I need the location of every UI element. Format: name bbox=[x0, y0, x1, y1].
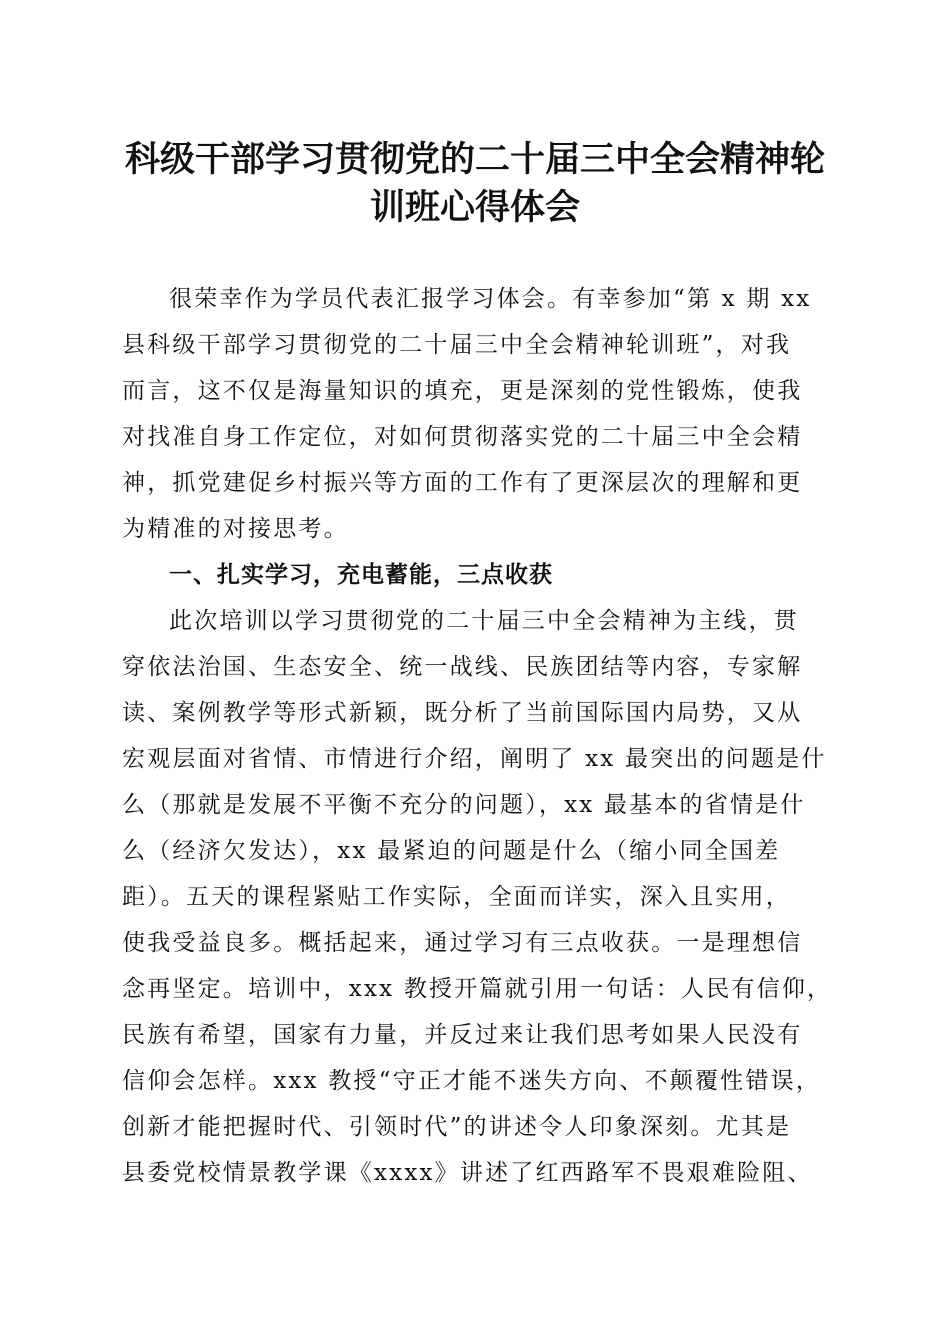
title-line: 训班心得体会 bbox=[369, 187, 580, 228]
text-line: 距）。五天的课程紧贴工作实际，全面而详实，深入且实用， bbox=[122, 884, 791, 910]
paragraph-section-1 bbox=[122, 598, 832, 1196]
text-line: 而言，这不仅是海量知识的填充，更是深刻的党性锻炼，使我 bbox=[122, 378, 803, 404]
text-line: 对找准自身工作定位，对如何贯彻落实党的二十届三中全会精 bbox=[122, 424, 803, 450]
text-line: 么（经济欠发达），xx 最紧迫的问题是什么（缩小同全国差 bbox=[122, 838, 781, 864]
text-line: 为精准的对接思考。 bbox=[122, 516, 349, 542]
text-line: 穿依法治国、生态安全、统一战线、民族团结等内容，专家解 bbox=[122, 654, 803, 680]
title-line: 科级干部学习贯彻党的二十届三中全会精神轮 bbox=[124, 139, 825, 180]
text-line: 县科级干部学习贯彻党的二十届三中全会精神轮训班”，对我 bbox=[122, 332, 792, 358]
text-line: 民族有希望，国家有力量，并反过来让我们思考如果人民没有 bbox=[122, 1022, 803, 1048]
document-body bbox=[122, 276, 832, 1196]
text-line: 此次培训以学习贯彻党的二十届三中全会精神为主线，贯 bbox=[169, 608, 799, 634]
text-line: 宏观层面对省情、市情进行介绍，阐明了 xx 最突出的问题是什 bbox=[122, 746, 827, 772]
text-line: 县委党校情景教学课《xxxx》讲述了红西路军不畏艰难险阻、 bbox=[122, 1160, 813, 1186]
paragraph-intro bbox=[122, 276, 832, 552]
text-line: 信仰会怎样。xxx 教授“守正才能不迷失方向、不颠覆性错误， bbox=[122, 1068, 821, 1094]
text-line: 神，抓党建促乡村振兴等方面的工作有了更深层次的理解和更 bbox=[122, 470, 803, 496]
text-line: 念再坚定。培训中，xxx 教授开篇就引用一句话：人民有信仰， bbox=[122, 976, 833, 1002]
text-line: 么（那就是发展不平衡不充分的问题），xx 最基本的省情是什 bbox=[122, 792, 806, 818]
section-heading: 一、扎实学习，充电蓄能，三点收获 bbox=[169, 562, 553, 588]
text-line: 创新才能把握时代、引领时代”的讲述令人印象深刻。尤其是 bbox=[122, 1114, 792, 1140]
text-line: 读、案例教学等形式新颖，既分析了当前国际国内局势，又从 bbox=[122, 700, 803, 726]
text-line: 很荣幸作为学员代表汇报学习体会。有幸参加“第 x 期 xx bbox=[169, 286, 812, 312]
document-title bbox=[100, 136, 850, 232]
text-line: 使我受益良多。概括起来，通过学习有三点收获。一是理想信 bbox=[122, 930, 803, 956]
